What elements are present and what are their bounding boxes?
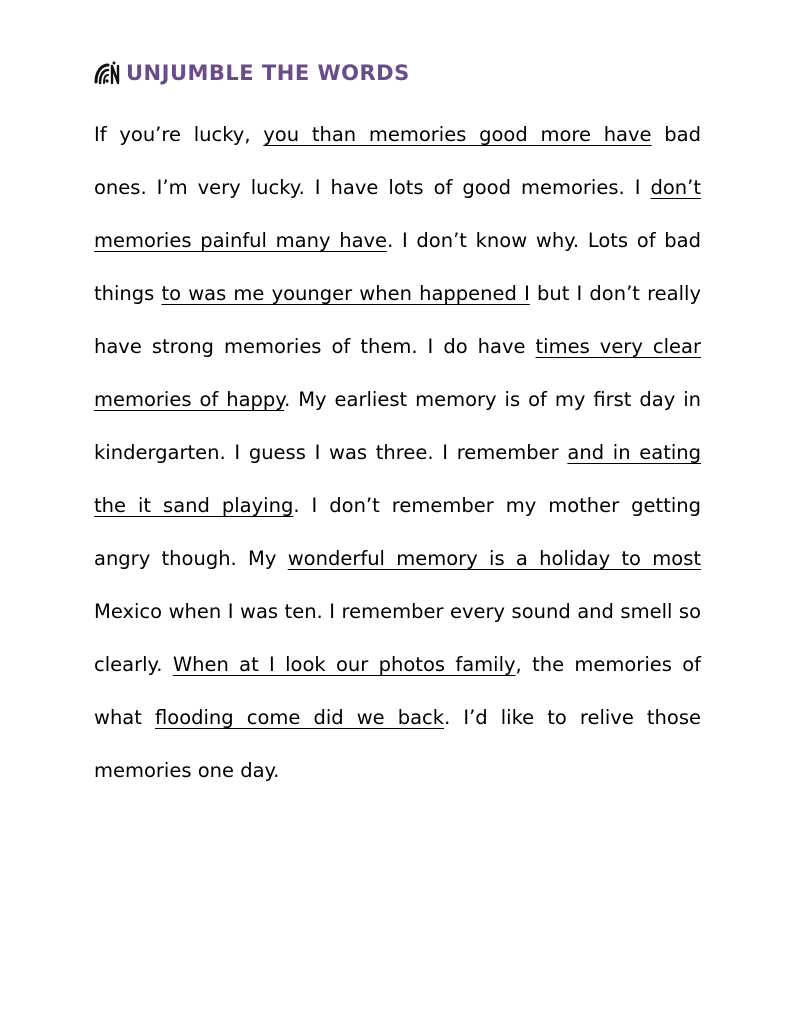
jumbled-phrase: you than memories good more have [263, 123, 652, 146]
jumbled-passage [94, 108, 701, 797]
passage-text: . I don’t remember my mother getting angry though. My [94, 494, 701, 570]
jigsaw-logo-icon [93, 58, 120, 88]
jumbled-phrase: don’t memories painful many have [94, 176, 701, 252]
jumbled-phrase: times very clear memories of happy [94, 335, 701, 411]
page-title: UNJUMBLE THE WORDS [126, 61, 410, 85]
jumbled-phrase: flooding come did we back [154, 706, 445, 729]
passage-text: If you’re lucky, [94, 123, 264, 146]
passage-text: bad ones. I’m very lucky. I have lots of good memories. I [94, 123, 701, 199]
passage-text: but I don’t really have strong memories of them. I do have [94, 282, 701, 358]
passage-text: Mexico when I was ten. I remember every sound and smell so clearly. [94, 600, 701, 676]
jumbled-phrase: to was me younger when happened I [161, 282, 530, 305]
worksheet-heading [93, 58, 410, 88]
passage-text: . I’d like to relive those memories one day. [94, 706, 702, 782]
jumbled-phrase: wonderful memory is a holiday to most [287, 547, 701, 570]
jumbled-phrase: and in eating the it sand playing [94, 441, 702, 517]
passage-text: , the memories of what [94, 653, 702, 729]
jumbled-phrase: When at I look our photos family [172, 653, 516, 676]
passage-text: . I don’t know why. Lots of bad things [94, 229, 701, 305]
passage-text: . My earliest memory is of my first day in kindergarten. I guess I was three. I remember [94, 388, 701, 464]
